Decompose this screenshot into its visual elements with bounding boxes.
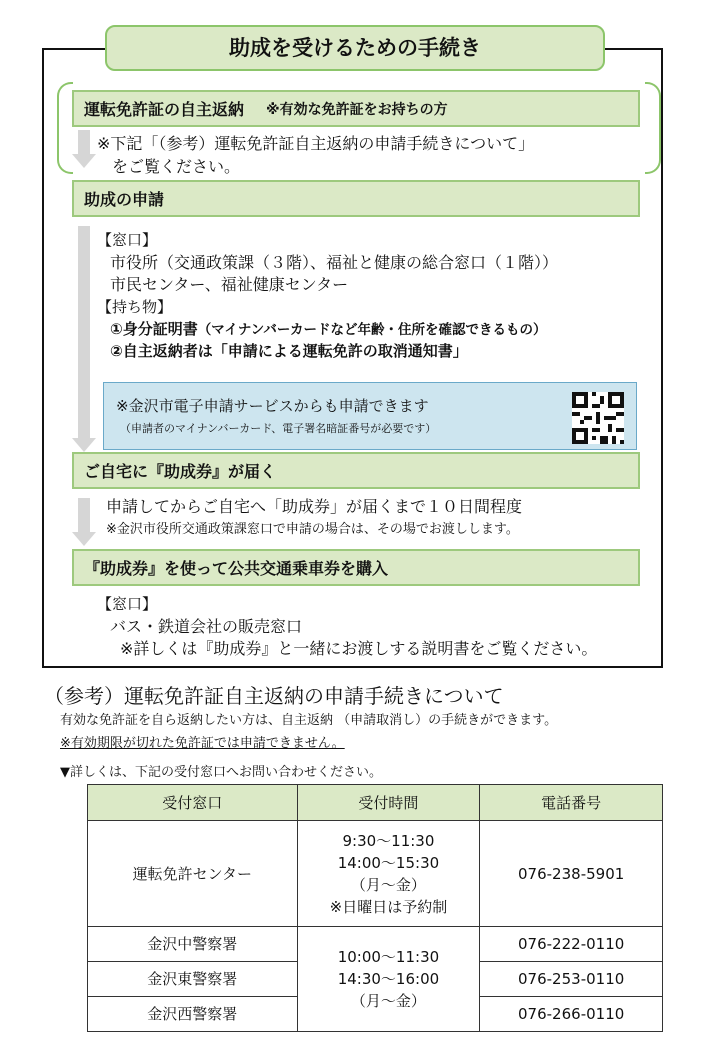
header-time: 受付時間 [297,785,480,821]
step4-line2: ※詳しくは『助成券』と一緒にお渡しする説明書をご覧ください。 [120,639,598,658]
step1-line1: ※下記「（参考）運転免許証自主返納の申請手続きについて」 [97,134,535,153]
reference-line3: ▼詳しくは、下記の受付窓口へお問い合わせください。 [60,765,382,780]
step3-heading: ご自宅に『助成券』が届く [84,462,277,481]
police-time [297,927,480,1032]
step2-item1 [110,319,547,341]
row1-time [297,821,480,927]
step4-line1: バス・鉄道会社の販売窓口 [110,617,303,636]
row3-phone[interactable]: 076-253-0110 [480,962,663,997]
step3-line1: 申請してからご自宅へ「助成券」が届くまで１０日間程度 [106,497,523,516]
step4-heading: 『助成券』を使って公共交通乗車券を購入 [84,559,389,578]
page-title: 助成を受けるための手続き [105,25,605,71]
row2-phone[interactable]: 076-222-0110 [480,927,663,962]
step1-line2: をご覧ください。 [112,157,241,176]
table-row [88,821,663,927]
step2-item1-sub: （マイナンバーカードなど年齢・住所を確認できるもの） [197,322,547,338]
row2-place: 金沢中警察署 [88,927,298,962]
qr-code-icon[interactable] [572,392,624,444]
police-time3: （月〜金） [350,992,426,1010]
row1-time3: （月〜金） [350,875,426,894]
reference-title: （参考）運転免許証自主返納の申請手続きについて [44,684,504,708]
table-row [88,927,663,962]
step2-window-line1: 市役所（交通政策課（３階）、福祉と健康の総合窓口（１階）） [110,253,559,272]
step1-note: ※有効な免許証をお持ちの方 [266,101,448,118]
row4-phone[interactable]: 076-266-0110 [480,997,663,1032]
step4-window-label: 【窓口】 [97,595,158,613]
reference-line2: ※有効期限が切れた免許証では申請できません。 [60,736,345,751]
row4-place: 金沢西警察署 [88,997,298,1032]
police-time1: 10:00〜11:30 [337,948,440,966]
online-sub: （申請者のマイナンバーカード、電子署名暗証番号が必要です） [120,422,437,435]
step2-items-label: 【持ち物】 [97,298,173,316]
step4-bar [72,549,640,586]
row3-place: 金沢東警察署 [88,962,298,997]
contact-table [87,784,663,1032]
step1-heading: 運転免許証の自主返納 [84,100,245,119]
step2-item1-main: ①身分証明書 [110,320,198,338]
step1-bar [72,90,640,127]
row1-time2: 14:00〜15:30 [337,853,440,872]
row1-time1: 9:30〜11:30 [342,831,435,850]
step2-window-line2: 市民センター、福祉健康センター [110,275,349,294]
bracket-right [645,82,661,174]
police-time2: 14:30〜16:00 [337,970,440,988]
reference-line1: 有効な免許証を自ら返納したい方は、自主返納 （申請取消し）の手続きができます。 [60,713,558,728]
row1-place: 運転免許センター [88,821,298,927]
step3-bar [72,452,640,489]
online-main: ※金沢市電子申請サービスからも申請できます [116,397,429,415]
step3-line2: ※金沢市役所交通政策課窓口で申請の場合は、その場でお渡しします。 [106,522,519,537]
step2-window-label: 【窓口】 [97,231,158,249]
table-header-row [88,785,663,821]
row1-time4: ※日曜日は予約制 [329,897,448,916]
bracket-left [57,82,73,174]
header-window: 受付窓口 [88,785,298,821]
step2-item2: ②自主返納者は「申請による運転免許の取消通知書」 [110,342,468,360]
step2-heading: 助成の申請 [84,190,165,209]
row1-phone[interactable]: 076-238-5901 [480,821,663,927]
step2-bar [72,180,640,217]
header-phone: 電話番号 [480,785,663,821]
